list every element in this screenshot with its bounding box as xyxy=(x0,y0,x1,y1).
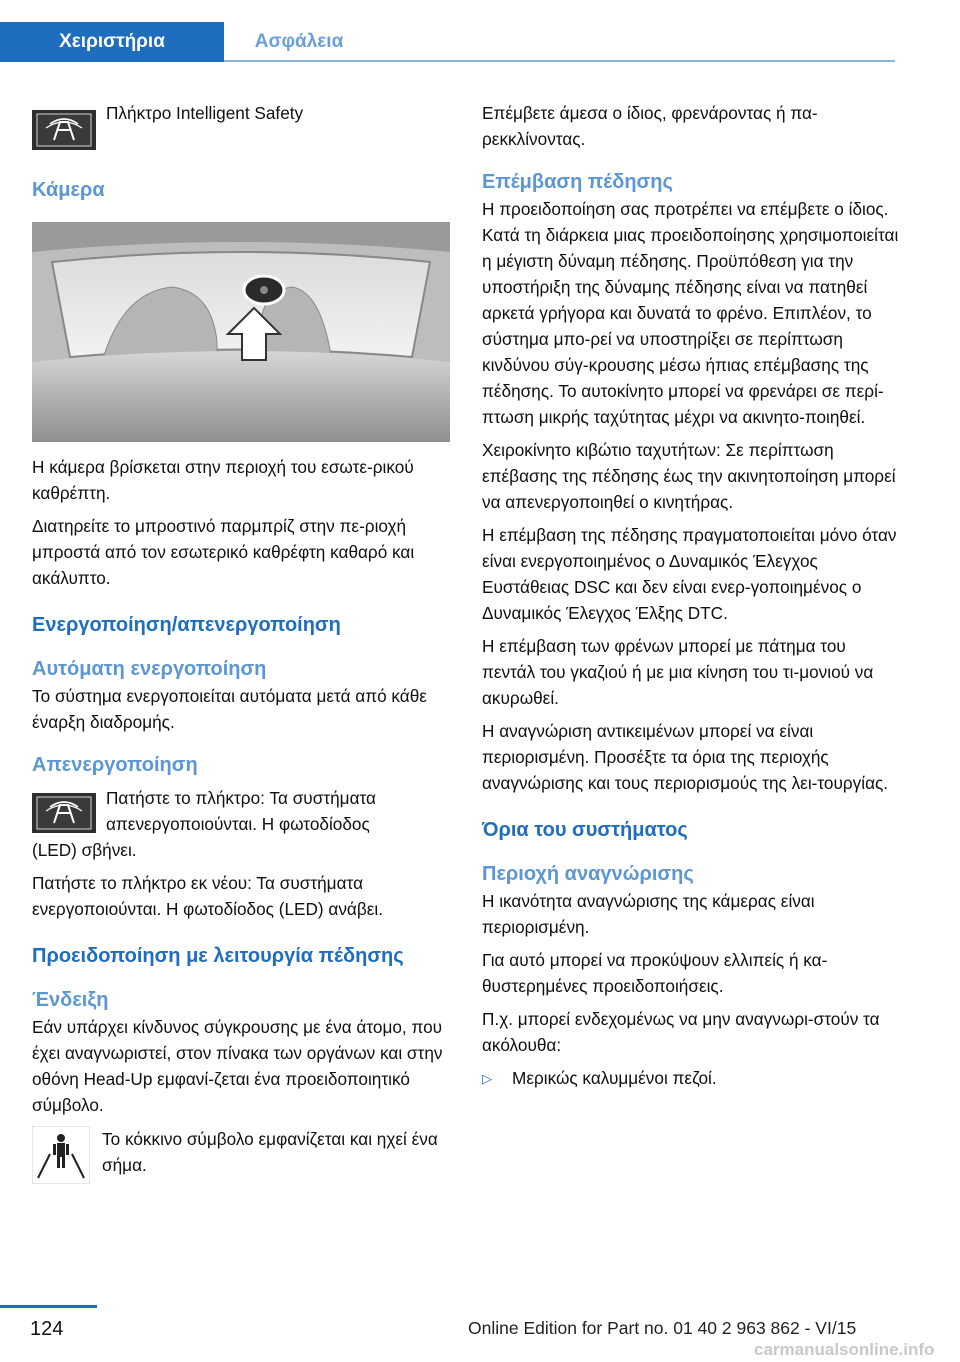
deactivation-line-2: απενεργοποιούνται. Η φωτοδίοδος xyxy=(106,814,370,834)
edition-text: Online Edition for Part no. 01 40 2 963 862 - VI/15 xyxy=(468,1318,857,1338)
watermark: carmanualsonline.info xyxy=(754,1340,935,1359)
deactivation-line-1: Πατήστε το πλήκτρο: Τα συστήματα xyxy=(106,788,376,808)
braking-paragraph-5: Η αναγνώριση αντικειμένων μπορεί να είναι περιορισμένη. Προσέξτε τα όρια της περιοχής αναγνώρισης και τους περιορισμούς της λει-τουργίας. xyxy=(482,721,889,793)
auto-activation-heading: Αυτόματη ενεργοποίηση xyxy=(32,658,267,680)
detection-paragraph-3: Π.χ. μπορεί ενδεχομένως να μην αναγνωρι-στούν τα ακόλουθα: xyxy=(482,1009,880,1055)
braking-paragraph-1: Η προειδοποίηση σας προτρέπει να επέμβετε ο ίδιος. Κατά τη διάρκεια μιας προειδοποίησης χρησιμοποιείται η μέγιστη δύναμη πέδησης. Προϋπόθεση για την υποστήριξη της δύναμης πέδησης είναι να πατηθεί αρκετά γρήγορα και δυνατά το φρένο. Επιπλέον, το σύστημα μπο-ρεί να υποστηρίξει σε περίπτωση κινδύνου σύγ-κρουσης μέσω ήπιας επέμβασης της πέδησης. Το αυτοκίνητο μπορεί να φρενάρει σε περί-πτωση μικρής ταχύτητας μέχρι να ακινητο-ποιηθεί. xyxy=(482,199,899,427)
camera-paragraph-1: Η κάμερα βρίσκεται στην περιοχή του εσωτε-ρικού καθρέπτη. xyxy=(32,457,414,503)
detection-paragraph-1: Η ικανότητα αναγνώρισης της κάμερας είναι περιορισμένη. xyxy=(482,891,815,937)
windshield-camera-image xyxy=(32,222,452,442)
intelligent-safety-button-row xyxy=(32,100,452,150)
intelligent-safety-button-icon xyxy=(32,110,96,150)
braking-paragraph-2: Χειροκίνητο κιβώτιο ταχυτήτων: Σε περίπτωση επέβασης της πέδησης έως την ακινητοποίηση μπορεί να απενεργοποιηθεί ο κινητήρας. xyxy=(482,440,896,512)
pedestrian-warning-icon xyxy=(32,1126,90,1184)
bullet-text: Μερικώς καλυμμένοι πεζοί. xyxy=(512,1068,717,1088)
detection-heading: Περιοχή αναγνώρισης xyxy=(482,863,694,885)
reactivate-paragraph: Πατήστε το πλήκτρο εκ νέου: Τα συστήματα ενεργοποιούνται. Η φωτοδίοδος (LED) ανάβει. xyxy=(32,873,384,919)
footer-accent-bar xyxy=(0,1305,97,1308)
tab-safety[interactable]: Ασφάλεια xyxy=(254,31,344,52)
deactivation-line-3: (LED) σβήνει. xyxy=(32,840,137,860)
auto-activation-paragraph: Το σύστημα ενεργοποιείται αυτόματα μετά από κάθε έναρξη διαδρομής. xyxy=(32,686,427,732)
deactivation-text xyxy=(106,785,376,837)
pedestrian-warning-row xyxy=(32,1126,452,1184)
page-number: 124 xyxy=(30,1318,64,1340)
activation-heading: Ενεργοποίηση/απενεργοποίηση xyxy=(32,614,341,636)
intelligent-safety-button-caption: Πλήκτρο Intelligent Safety xyxy=(106,103,304,123)
deactivation-heading: Απενεργοποίηση xyxy=(32,754,198,776)
braking-heading: Επέμβαση πέδησης xyxy=(482,171,673,193)
indication-heading: Ένδειξη xyxy=(32,989,109,1011)
left-column xyxy=(32,100,452,1184)
indication-paragraph: Εάν υπάρχει κίνδυνος σύγκρουσης με ένα άτομο, που έχει αναγνωριστεί, στον πίνακα των οργάνων και στην οθόνη Head-Up εμφανί-ζεται ένα προειδοποιητικό σύμβολο. xyxy=(32,1017,443,1115)
right-column xyxy=(482,100,900,1092)
red-symbol-text: Το κόκκινο σύμβολο εμφανίζεται και ηχεί ένα σήμα. xyxy=(102,1129,438,1175)
tab-divider-line xyxy=(224,60,895,62)
deactivation-button-row xyxy=(32,785,452,837)
braking-paragraph-3: Η επέμβαση της πέδησης πραγματοποιείται μόνο όταν είναι ενεργοποιημένος ο Δυναμικός Έλεγχος Ευστάθειας DSC και δεν είναι ενερ-γοποιημένος ο Δυναμικός Έλεγχος Έλξης DTC. xyxy=(482,525,897,623)
tab-controls[interactable]: Χειριστήρια xyxy=(0,22,224,62)
triangle-bullet-icon: ▷ xyxy=(482,1071,492,1086)
limits-heading: Όρια του συστήματος xyxy=(482,819,688,841)
header-tabs xyxy=(0,22,895,62)
warning-heading: Προειδοποίηση με λειτουργία πέδησης xyxy=(32,945,404,967)
camera-heading: Κάμερα xyxy=(32,179,105,201)
intelligent-safety-button-icon-2 xyxy=(32,793,96,833)
braking-paragraph-4: Η επέμβαση των φρένων μπορεί με πάτημα του πεντάλ του γκαζιού ή με μια κίνηση του τι-μονιού να ακυρωθεί. xyxy=(482,636,874,708)
camera-paragraph-2: Διατηρείτε το μπροστινό παρμπρίζ στην πε-ριοχή μπροστά από τον εσωτερικό καθρέφτη καθαρό και ακάλυπτο. xyxy=(32,516,415,588)
detection-paragraph-2: Για αυτό μπορεί να προκύψουν ελλιπείς ή κα-θυστερημένες προειδοποιήσεις. xyxy=(482,950,828,996)
intervene-paragraph: Επέμβετε άμεσα ο ίδιος, φρενάροντας ή πα-ρεκκλίνοντας. xyxy=(482,103,818,149)
list-item xyxy=(482,1065,900,1092)
